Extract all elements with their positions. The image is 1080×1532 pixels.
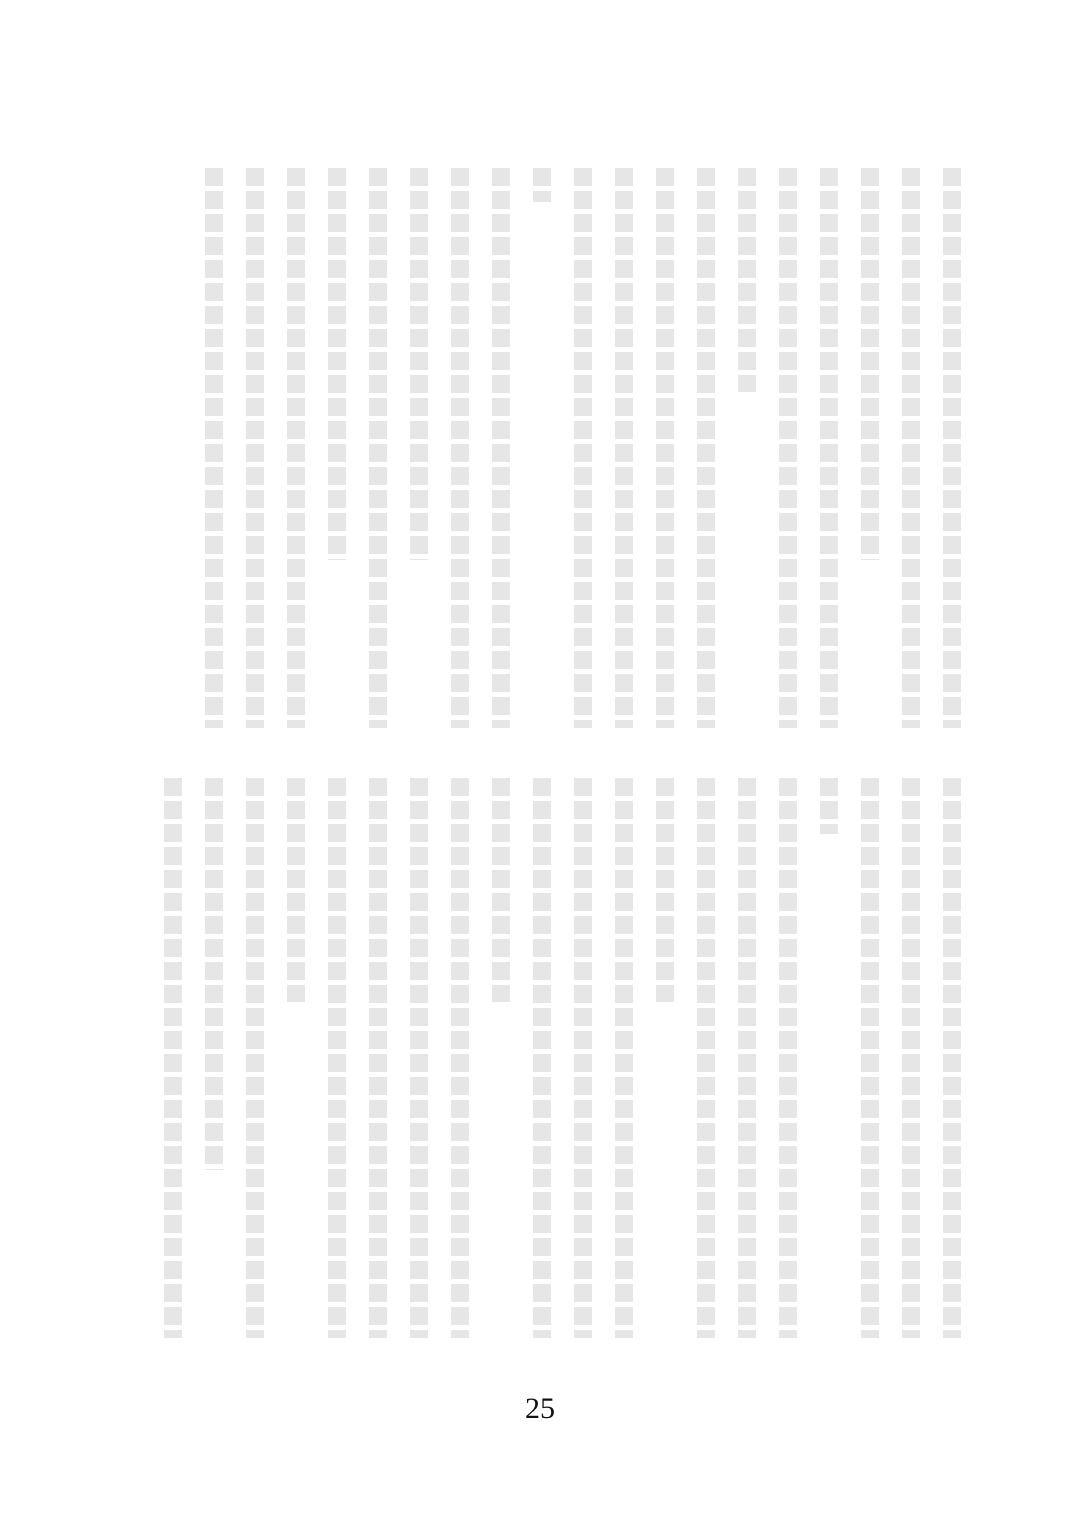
text-column	[357, 168, 398, 728]
lower-text-block	[152, 778, 972, 1338]
text-column	[890, 168, 931, 728]
text-column	[931, 168, 972, 728]
text-column	[480, 168, 521, 728]
text-column	[316, 778, 357, 1338]
text-column	[521, 778, 562, 1338]
text-column	[275, 778, 316, 1338]
text-column	[890, 778, 931, 1338]
text-column	[562, 168, 603, 728]
text-column	[398, 168, 439, 728]
text-column	[398, 778, 439, 1338]
text-column	[603, 778, 644, 1338]
text-column	[193, 168, 234, 728]
text-column	[439, 778, 480, 1338]
text-column	[931, 778, 972, 1338]
page-number: 25	[525, 1392, 555, 1425]
text-column	[562, 778, 603, 1338]
text-column	[726, 168, 767, 728]
text-column	[767, 168, 808, 728]
text-column	[726, 778, 767, 1338]
text-column	[685, 168, 726, 728]
text-column	[439, 168, 480, 728]
text-column	[234, 168, 275, 728]
text-column	[275, 168, 316, 728]
text-column	[685, 778, 726, 1338]
text-column	[193, 778, 234, 1338]
text-column	[234, 778, 275, 1338]
upper-text-block	[193, 168, 972, 728]
text-column	[152, 778, 193, 1338]
text-column	[603, 168, 644, 728]
text-column	[849, 168, 890, 728]
text-column	[849, 778, 890, 1338]
text-column	[357, 778, 398, 1338]
text-column	[644, 778, 685, 1338]
text-column	[521, 168, 562, 728]
text-column	[808, 778, 849, 1338]
text-column	[808, 168, 849, 728]
text-column	[480, 778, 521, 1338]
text-column	[767, 778, 808, 1338]
text-column	[316, 168, 357, 728]
text-column	[644, 168, 685, 728]
